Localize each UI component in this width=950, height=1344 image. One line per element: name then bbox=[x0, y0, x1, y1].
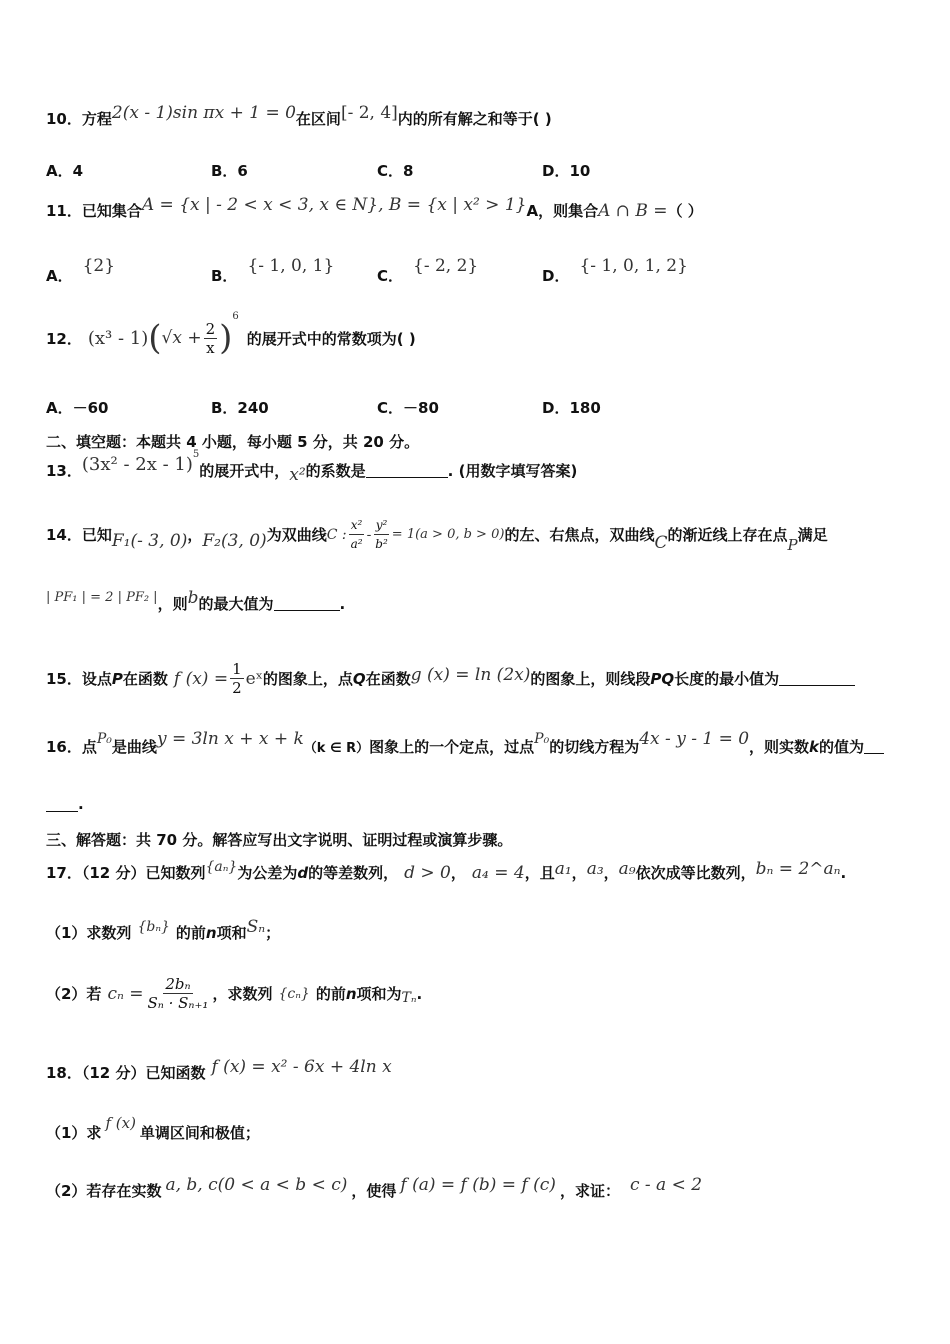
q18-part2-eq: f (a) = f (b) = f (c) bbox=[400, 1174, 556, 1195]
q17-a3: a₃ bbox=[586, 858, 604, 879]
q14-frac-x-den: a² bbox=[350, 537, 363, 551]
q11-option-c-label: C． bbox=[377, 267, 404, 285]
q15-frac-num: 1 bbox=[232, 660, 242, 678]
q17-stem bbox=[46, 858, 847, 883]
q17-part2 bbox=[46, 975, 422, 1012]
q13-text-tail1: 的系数是 bbox=[305, 462, 366, 480]
q18-part1 bbox=[46, 1113, 260, 1143]
q17-part1-c: 项和 bbox=[216, 924, 247, 942]
q11-option-a bbox=[46, 255, 116, 285]
q17-part2-tn: Tₙ bbox=[401, 989, 417, 1006]
q14-b: b bbox=[187, 587, 199, 608]
q15-text-mid1: 在函数 bbox=[122, 670, 168, 688]
q13-stem bbox=[46, 449, 578, 485]
q12-sqrt: √x + bbox=[161, 328, 202, 348]
q11-option-d-label: D． bbox=[542, 267, 570, 285]
q17-part2-frac-den: Sₙ · Sₙ₊₁ bbox=[147, 994, 209, 1012]
q16-end: . bbox=[78, 795, 84, 813]
q14-stem bbox=[46, 516, 828, 553]
q11-option-a-label: A． bbox=[46, 267, 73, 285]
q17-part1-b: 的前 bbox=[175, 924, 206, 942]
q11-option-b-value: {- 1, 0, 1} bbox=[247, 255, 335, 276]
q17-part1-bn: {bₙ} bbox=[137, 918, 170, 935]
q11-intersection: A ∩ B = bbox=[598, 200, 668, 221]
q18-part2-c: ，求证： bbox=[559, 1182, 620, 1200]
q11-option-b-label: B． bbox=[211, 267, 238, 285]
q16-curve: y = 3ln x + x + k bbox=[156, 728, 304, 749]
q15-pq: PQ bbox=[650, 669, 675, 688]
q10-option-d: D．10 bbox=[542, 162, 591, 180]
q11-option-d-value: {- 1, 0, 1, 2} bbox=[579, 255, 688, 276]
q16-text-tail: ，则实数 bbox=[749, 738, 810, 756]
section-2-heading: 二、填空题：本题共 4 小题，每小题 5 分，共 20 分。 bbox=[46, 433, 420, 451]
q12-frac-num: 2 bbox=[205, 319, 216, 338]
q12-option-c: C．－80 bbox=[377, 399, 439, 417]
q14-frac-y-den: b² bbox=[375, 537, 388, 551]
q11-option-b bbox=[211, 255, 335, 285]
q18-part2-ineq: c - a < 2 bbox=[629, 1174, 703, 1195]
q15-text-tail: 长度的最小值为 bbox=[674, 670, 780, 688]
q17-d: d bbox=[297, 863, 309, 882]
q17-text-mid2: 的等差数列， bbox=[308, 864, 399, 882]
q10-text-tail: 内的所有解之和等于( ) bbox=[397, 110, 552, 128]
q16-text-mid3: 的切线方程为 bbox=[549, 738, 640, 756]
q15-text-mid3: 在函数 bbox=[365, 670, 411, 688]
q14-text-mid3: 的渐近线上存在点 bbox=[667, 526, 788, 544]
q13-text-mid: 的展开式中， bbox=[199, 462, 290, 480]
q15-number: 15．设点 bbox=[46, 670, 112, 688]
q15-text-mid4: 的图象上，则线段 bbox=[530, 670, 651, 688]
q14-text-mid2: 的左、右焦点，双曲线 bbox=[504, 526, 655, 544]
q14-frac-x bbox=[349, 516, 365, 553]
q12-power: 6 bbox=[232, 310, 239, 322]
q14-end: . bbox=[339, 594, 346, 613]
q14-condition: | PF₁ | = 2 | PF₂ | bbox=[46, 590, 158, 605]
q17-part2-b: ，求数列 bbox=[212, 985, 273, 1003]
q17-text-mid4: 依次成等比数列， bbox=[635, 864, 756, 882]
q14-answer-blank[interactable] bbox=[274, 596, 340, 611]
q14-f1: F₁(- 3, 0) bbox=[111, 530, 188, 551]
q11-option-a-value: {2} bbox=[82, 255, 116, 276]
q10-option-a: A．4 bbox=[46, 162, 84, 180]
q17-part2-c: 的前 bbox=[315, 985, 346, 1003]
q14-frac-y-num: y² bbox=[374, 516, 390, 535]
q15-answer-blank[interactable] bbox=[779, 671, 855, 686]
q18-part1-f: f (x) bbox=[105, 1113, 136, 1132]
q18-part2-a: （2）若存在实数 bbox=[46, 1182, 162, 1200]
q14-comma: ， bbox=[187, 526, 203, 544]
q16-stem-line2 bbox=[46, 795, 84, 813]
q14-number: 14．已知 bbox=[46, 526, 112, 544]
q17-part1-a: （1）求数列 bbox=[46, 924, 132, 942]
q12-text-tail: 的展开式中的常数项为( ) bbox=[246, 329, 416, 348]
q17-cond1: d > 0 bbox=[404, 862, 451, 883]
q10-equation: 2(x - 1)sin πx + 1 = 0 bbox=[111, 102, 296, 123]
q13-number: 13． bbox=[46, 462, 82, 480]
q17-part2-d: 项和为 bbox=[356, 985, 402, 1003]
q11-paren: （ ） bbox=[667, 202, 703, 220]
q11-option-c-value: {- 2, 2} bbox=[413, 255, 479, 276]
q11-option-c bbox=[377, 255, 479, 285]
q17-part2-n: n bbox=[345, 984, 357, 1003]
q17-part2-frac-num: 2bₙ bbox=[165, 975, 191, 993]
q17-part2-cn: cₙ = bbox=[107, 983, 144, 1004]
q11-number: 11．已知集合 bbox=[46, 202, 142, 220]
q16-answer-blank[interactable] bbox=[864, 739, 884, 754]
q14-p: P bbox=[787, 535, 798, 554]
q10-text-mid: 在区间 bbox=[295, 110, 341, 128]
q15-p: P bbox=[111, 669, 123, 688]
q16-p0b: P₀ bbox=[534, 730, 550, 747]
q11-sets: A = {x | - 2 < x < 3, x ∈ N}, B = {x | x² > 1} bbox=[141, 194, 527, 215]
q17-bn: bₙ = 2^aₙ bbox=[755, 858, 841, 879]
q11-option-d bbox=[542, 255, 688, 285]
q12-paren-open: ( bbox=[148, 318, 162, 358]
q18-function: f (x) = x² - 6x + 4ln x bbox=[211, 1056, 392, 1077]
q16-cond: （k ∈ R） bbox=[303, 741, 370, 756]
q17-part2-fraction bbox=[146, 975, 211, 1012]
q17-number: 17．（12 分）已知数列 bbox=[46, 864, 206, 882]
q17-part2-cn2: {cₙ} bbox=[278, 985, 310, 1002]
q17-a1: a₁ bbox=[554, 858, 572, 879]
q17-part2-end: . bbox=[416, 984, 423, 1003]
q15-g: g (x) = ln (2x) bbox=[410, 664, 531, 685]
q12-stem bbox=[46, 310, 416, 358]
q17-cond2: a₄ = 4 bbox=[471, 862, 525, 883]
q18-part1-b: 单调区间和极值； bbox=[139, 1124, 260, 1142]
q17-comma2: ， bbox=[571, 864, 587, 882]
q15-f-right: eˣ bbox=[245, 668, 263, 689]
q10-stem bbox=[46, 102, 552, 129]
q16-k: k bbox=[809, 737, 820, 756]
q14-frac-x-num: x² bbox=[349, 516, 365, 535]
q16-answer-blank-cont[interactable] bbox=[46, 797, 78, 812]
q14-f2: F₂(3, 0) bbox=[202, 530, 267, 551]
q12-option-d: D．180 bbox=[542, 399, 601, 417]
q11-stem bbox=[46, 194, 703, 221]
q10-interval: [- 2, 4] bbox=[340, 102, 398, 123]
section-3-heading: 三、解答题：共 70 分。解答应写出文字说明、证明过程或演算步骤。 bbox=[46, 831, 513, 849]
q12-factor: (x³ - 1) bbox=[87, 327, 149, 349]
q14-curve-rest: = 1(a > 0, b > 0) bbox=[391, 527, 505, 542]
q12-option-b: B．240 bbox=[211, 399, 269, 417]
q15-fraction bbox=[230, 660, 244, 697]
q17-comma3: ， bbox=[603, 864, 619, 882]
q18-number: 18．（12 分）已知函数 bbox=[46, 1064, 206, 1082]
q17-text-mid1: 为公差为 bbox=[237, 864, 298, 882]
q17-part2-a: （2）若 bbox=[46, 985, 102, 1003]
q15-stem bbox=[46, 660, 855, 697]
q17-an: {aₙ} bbox=[205, 858, 238, 875]
q13-power: 5 bbox=[192, 449, 200, 460]
q15-q: Q bbox=[352, 669, 366, 688]
q15-frac-den: 2 bbox=[232, 679, 242, 697]
q16-tangent: 4x - y - 1 = 0 bbox=[639, 728, 750, 749]
q14-text-mid: 为双曲线 bbox=[266, 526, 327, 544]
q12-number: 12． bbox=[46, 329, 82, 348]
q10-option-b: B．6 bbox=[211, 162, 248, 180]
q14-c: C bbox=[654, 532, 668, 553]
q14-curve-name: C : bbox=[326, 526, 347, 543]
q14-line2-tail: 的最大值为 bbox=[198, 595, 274, 613]
q10-option-c: C．8 bbox=[377, 162, 414, 180]
q12-frac-den: x bbox=[206, 338, 215, 357]
q17-text-mid3: ，且 bbox=[524, 864, 555, 882]
q16-text-mid2: 图象上的一个定点，过点 bbox=[369, 738, 535, 756]
q12-fraction bbox=[204, 320, 218, 357]
q18-part2-b: ，使得 bbox=[351, 1182, 397, 1200]
q17-end: . bbox=[840, 863, 847, 882]
q14-minus: - bbox=[366, 526, 372, 543]
q17-part1-n: n bbox=[205, 923, 217, 942]
q16-text-tail2: 的值为 bbox=[819, 738, 865, 756]
q18-part2-abc: a, b, c(0 < a < b < c) bbox=[165, 1174, 348, 1195]
q16-text-mid1: 是曲线 bbox=[111, 738, 157, 756]
q17-part1-end: ； bbox=[265, 924, 281, 942]
q10-number: 10．方程 bbox=[46, 110, 112, 128]
q18-part1-a: （1）求 bbox=[46, 1124, 102, 1142]
q17-part1 bbox=[46, 916, 281, 943]
q13-expr: (3x² - 2x - 1) bbox=[81, 454, 193, 475]
q15-text-mid2: 的图象上，点 bbox=[262, 670, 353, 688]
q14-frac-y bbox=[373, 516, 390, 553]
q12-paren-close: ) bbox=[219, 318, 233, 358]
q13-var: x² bbox=[289, 464, 306, 485]
q15-f-left: f (x) = bbox=[173, 668, 229, 689]
q12-option-a: A．－60 bbox=[46, 399, 109, 417]
q11-text-tail: A，则集合 bbox=[526, 202, 599, 220]
q16-p0: P₀ bbox=[96, 730, 112, 747]
q14-line2-mid: ，则 bbox=[157, 595, 188, 613]
q17-part1-sn: Sₙ bbox=[246, 916, 266, 937]
q14-stem-line2 bbox=[46, 587, 346, 614]
q16-number: 16．点 bbox=[46, 738, 97, 756]
q18-part2 bbox=[46, 1174, 703, 1201]
q18-stem bbox=[46, 1056, 392, 1083]
q17-a9: a₉ bbox=[618, 858, 636, 879]
q17-comma1: ， bbox=[450, 864, 466, 882]
q14-text-tail: 满足 bbox=[797, 526, 828, 544]
q13-text-tail2: . (用数字填写答案) bbox=[447, 462, 578, 480]
q13-answer-blank[interactable] bbox=[366, 463, 448, 478]
q16-stem bbox=[46, 728, 884, 757]
